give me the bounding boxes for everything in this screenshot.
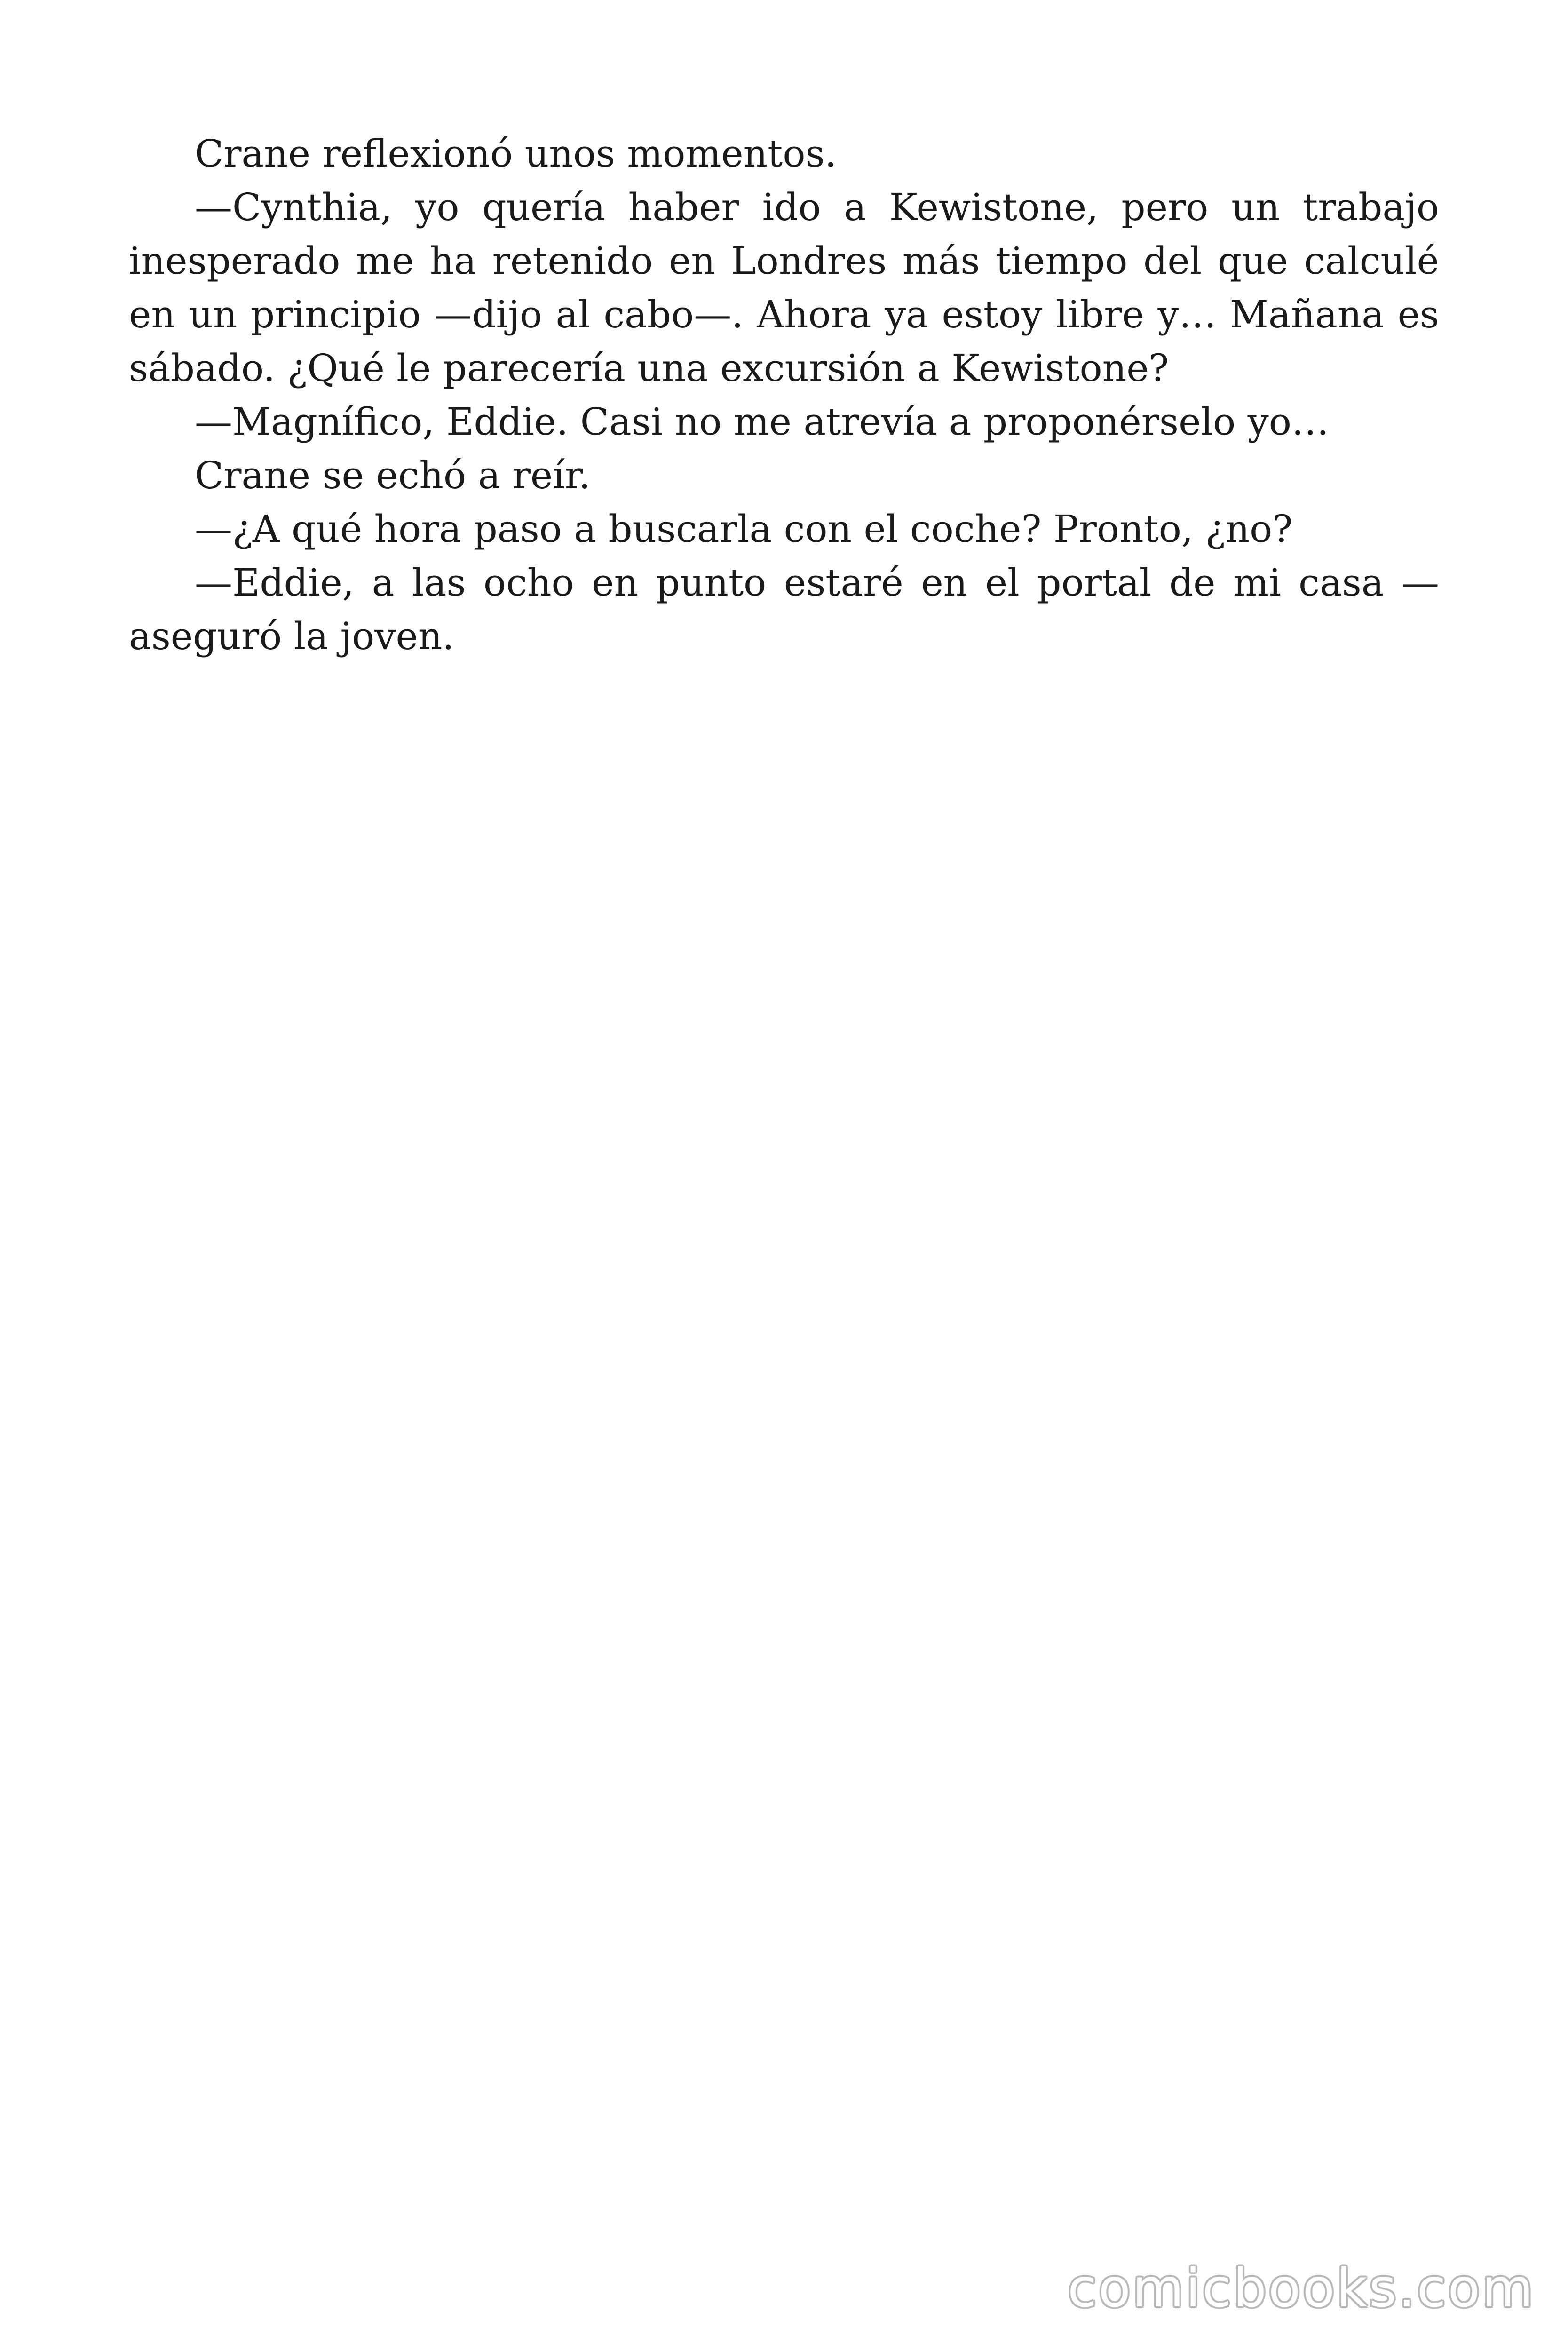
watermark: comicbooks.com xyxy=(1067,2258,1535,2319)
paragraph: —Eddie, a las ocho en punto estaré en el portal de mi casa —aseguró la joven. xyxy=(129,561,1439,658)
paragraph: Crane se echó a reír. xyxy=(195,453,591,497)
paragraph: Crane reflexionó unos momentos. xyxy=(195,132,837,175)
paragraph: —¿A qué hora paso a buscarla con el coche? Pronto, ¿no? xyxy=(195,507,1293,551)
paragraph: —Magnífico, Eddie. Casi no me atrevía a proponérselo yo… xyxy=(195,400,1329,444)
body-text xyxy=(129,127,1439,663)
paragraph: —Cynthia, yo quería haber ido a Kewistone, pero un trabajo inesperado me ha retenido en Londres más tiempo del que calculé en un principio —dijo al cabo—. Ahora ya estoy libre y… Mañana es sábado. ¿Qué le parecería una excursión a Kewistone? xyxy=(129,185,1439,390)
